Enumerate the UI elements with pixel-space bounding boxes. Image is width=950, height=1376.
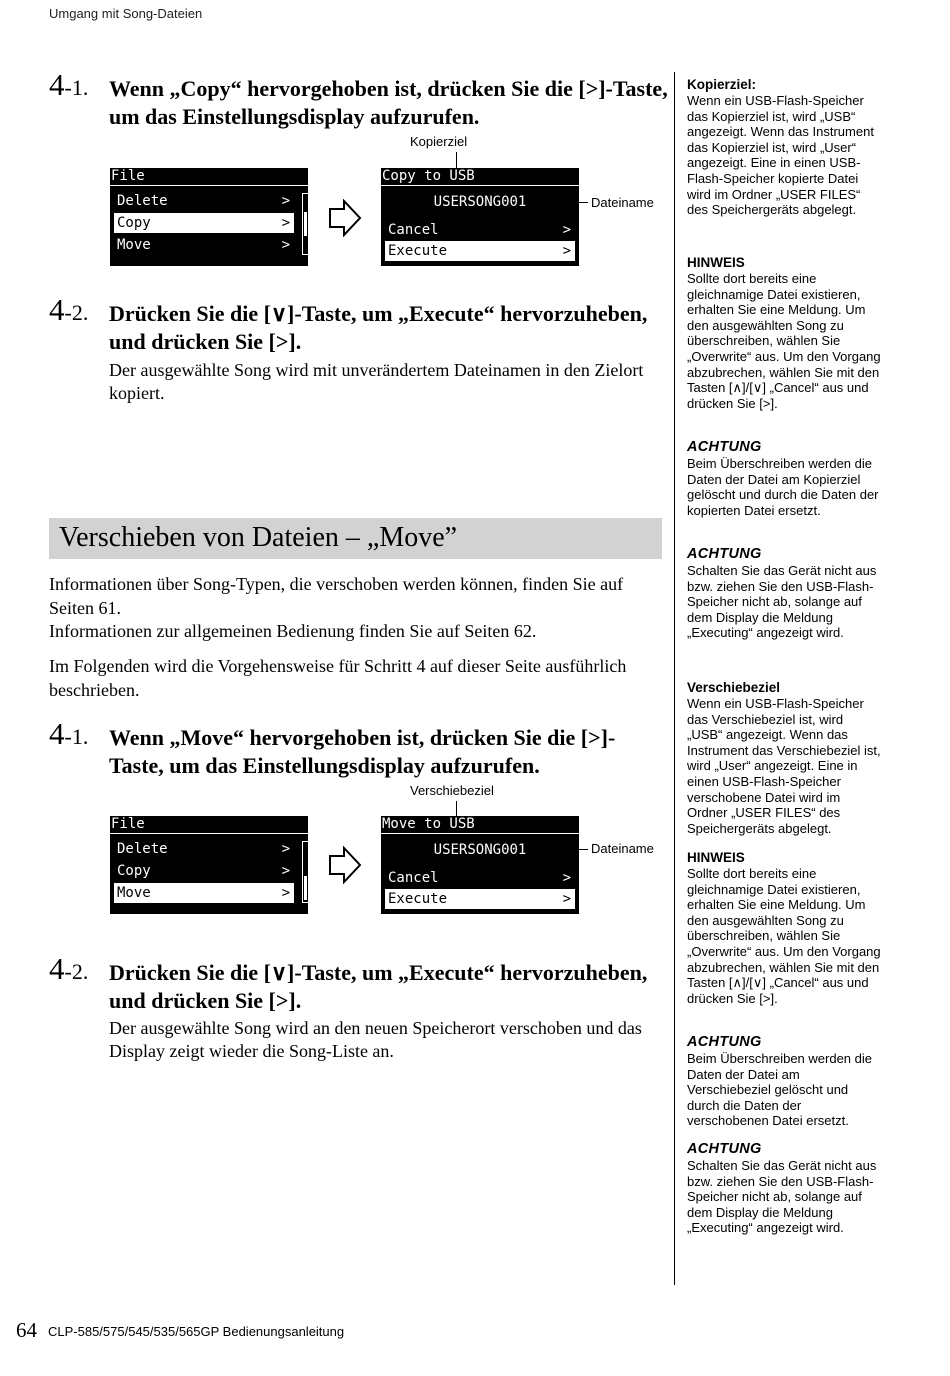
note-title: Verschiebeziel bbox=[687, 680, 781, 695]
note-text: Schalten Sie das Gerät nicht aus bzw. ziehen Sie den USB-Flash-Speicher nicht ab, solange auf dem Display die Meldung „Executing“ angezeigt wird. bbox=[687, 1158, 877, 1236]
lcd-move-to-usb bbox=[381, 816, 579, 914]
arrow-right-icon bbox=[328, 199, 362, 237]
section-title: Verschieben von Dateien – „Move” bbox=[59, 522, 458, 553]
note-text: Sollte dort bereits eine gleichnamige Datei existieren, erhalten Sie eine Meldung. Um den ausgewählten Song zu überschreiben, wählen Sie „Overwrite“ aus. Um den Vorgang abzubrechen, wählen Sie mit den Tasten [∧]/[∨] „Cancel“ aus und drücken Sie [>]. bbox=[687, 866, 881, 1006]
lcd-header: File bbox=[111, 816, 145, 832]
step-number: 4-2. bbox=[49, 951, 89, 986]
lcd-item-delete: Delete > bbox=[117, 841, 290, 857]
step-title: Wenn „Move“ hervorgehoben ist, drücken Sie die [>]-Taste, um das Einstellungsdisplay aufzurufen. bbox=[109, 725, 616, 778]
callout-dateiname: Dateiname bbox=[591, 195, 654, 210]
lcd-file-menu bbox=[110, 168, 308, 266]
note-title: HINWEIS bbox=[687, 850, 745, 865]
note-hinweis bbox=[687, 254, 882, 411]
section-heading-band bbox=[49, 518, 662, 559]
note-title: Kopierziel: bbox=[687, 77, 757, 92]
note-hinweis bbox=[687, 849, 882, 1006]
page-number: 64 bbox=[16, 1318, 37, 1342]
note-achtung bbox=[687, 1034, 882, 1129]
step-number: 4-1. bbox=[49, 716, 89, 751]
arrow-right-icon bbox=[328, 846, 362, 884]
lcd-item-execute: Execute > bbox=[385, 889, 575, 909]
lcd-item-copy: Copy > bbox=[117, 863, 290, 879]
lcd-item-cancel: Cancel > bbox=[388, 222, 571, 238]
lcd-header: File bbox=[111, 168, 145, 184]
step-body: Der ausgewählte Song wird an den neuen Speicherort verschoben und das Display zeigt wieder die Song-Liste an. bbox=[109, 1018, 642, 1061]
lcd-header: Move to USB bbox=[382, 816, 475, 832]
leader-line bbox=[540, 849, 588, 850]
lcd-filename: USERSONG001 bbox=[433, 194, 527, 210]
intro-paragraph-1: Informationen über Song-Typen, die verschoben werden können, finden Sie auf Seiten 61. bbox=[49, 574, 624, 618]
note-title: ACHTUNG bbox=[687, 546, 762, 562]
step-number: 4-1. bbox=[49, 67, 89, 102]
lcd-item-cancel: Cancel > bbox=[388, 870, 571, 886]
step-body: Der ausgewählte Song wird mit unverändertem Dateinamen in den Zielort kopiert. bbox=[109, 360, 644, 403]
note-title: ACHTUNG bbox=[687, 1141, 762, 1157]
intro-paragraph-3: Im Folgenden wird die Vorgehensweise für Schritt 4 auf dieser Seite ausführlich beschrieben. bbox=[49, 656, 627, 700]
step-title: Drücken Sie die [∨]-Taste, um „Execute“ hervorzuheben, und drücken Sie [>]. bbox=[109, 301, 648, 354]
step-number: 4-2. bbox=[49, 292, 89, 327]
note-text: Schalten Sie das Gerät nicht aus bzw. ziehen Sie den USB-Flash-Speicher nicht ab, solange auf dem Display die Meldung „Executing“ angezeigt wird. bbox=[687, 563, 877, 641]
intro-paragraph-2: Informationen zur allgemeinen Bedienung finden Sie auf Seiten 62. bbox=[49, 621, 537, 641]
note-kopierziel bbox=[687, 76, 882, 218]
step-title: Wenn „Copy“ hervorgehoben ist, drücken Sie die [>]-Taste, um das Einstellungsdisplay aufzurufen. bbox=[109, 76, 668, 129]
callout-verschiebeziel: Verschiebeziel bbox=[410, 783, 494, 798]
lcd-header: Copy to USB bbox=[382, 168, 475, 184]
manual-title: CLP-585/575/545/535/565GP Bedienungsanleitung bbox=[48, 1324, 345, 1339]
note-title: ACHTUNG bbox=[687, 439, 762, 455]
note-achtung bbox=[687, 546, 882, 641]
note-achtung bbox=[687, 439, 882, 518]
callout-kopierziel: Kopierziel bbox=[410, 134, 468, 149]
lcd-scrollbar bbox=[302, 193, 309, 255]
leader-line bbox=[540, 202, 588, 203]
note-title: ACHTUNG bbox=[687, 1034, 762, 1050]
note-achtung bbox=[687, 1141, 882, 1236]
note-text: Beim Überschreiben werden die Daten der Datei am Verschiebeziel gelöscht und durch die Daten der verschobenen Datei ersetzt. bbox=[687, 1051, 872, 1129]
note-verschiebeziel bbox=[687, 679, 882, 836]
note-text: Wenn ein USB-Flash-Speicher das Kopierziel ist, wird „USB“ angezeigt. Wenn das Instrument das Kopierziel ist, wird „User“ angezeigt. Eine in einen USB-Flash-Speicher kopierte Datei wird im Ordner „USER FILES“ des Speichergeräts abgelegt. bbox=[687, 93, 874, 218]
lcd-copy-to-usb bbox=[381, 168, 579, 266]
lcd-item-copy: Copy > bbox=[114, 213, 294, 233]
callout-dateiname: Dateiname bbox=[591, 841, 654, 856]
sidebar-divider bbox=[674, 72, 675, 1285]
note-text: Beim Überschreiben werden die Daten der Datei am Kopierziel gelöscht und durch die Daten der kopierten Datei ersetzt. bbox=[687, 456, 879, 518]
note-title: HINWEIS bbox=[687, 255, 745, 270]
lcd-file-menu bbox=[110, 816, 308, 914]
lcd-item-execute: Execute > bbox=[385, 241, 575, 261]
note-text: Wenn ein USB-Flash-Speicher das Verschiebeziel ist, wird „USB“ angezeigt. Wenn das Instrument das Verschiebeziel ist, wird „User“ angezeigt. Eine in einen USB-Flash-Speicher verschobene Datei wird im Ordner „USER FILES“ des Speichergeräts abgelegt. bbox=[687, 696, 881, 836]
lcd-item-move: Move > bbox=[117, 237, 290, 253]
step-title: Drücken Sie die [∨]-Taste, um „Execute“ hervorzuheben, und drücken Sie [>]. bbox=[109, 960, 648, 1013]
lcd-item-move: Move > bbox=[114, 883, 294, 903]
note-text: Sollte dort bereits eine gleichnamige Datei existieren, erhalten Sie eine Meldung. Um den ausgewählten Song zu überschreiben, wählen Sie „Overwrite“ aus. Um den Vorgang abzubrechen, wählen Sie mit den Tasten [∧]/[∨] „Cancel“ aus und drücken Sie [>]. bbox=[687, 271, 881, 411]
running-head: Umgang mit Song-Dateien bbox=[49, 6, 203, 21]
lcd-scrollbar bbox=[302, 841, 309, 903]
lcd-item-delete: Delete > bbox=[117, 193, 290, 209]
lcd-filename: USERSONG001 bbox=[433, 842, 527, 858]
